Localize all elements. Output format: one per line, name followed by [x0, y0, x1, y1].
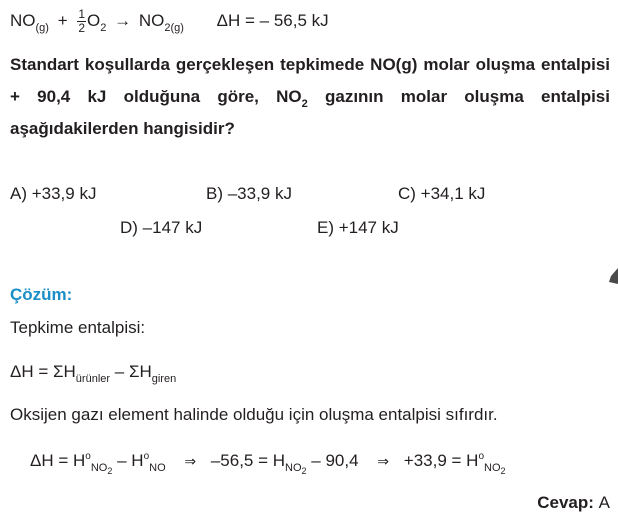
calc-sup1: o — [85, 451, 91, 462]
solution-line1: Tepkime entalpisi: — [10, 318, 146, 337]
calc-sub3-text: NO — [285, 462, 302, 474]
reactant-no: NO — [10, 10, 36, 30]
delta-h-value: ΔH = – 56,5 kJ — [216, 10, 329, 30]
product-no2-state: 2(g) — [164, 21, 184, 34]
calc-sub3 — [285, 462, 307, 474]
fraction-denominator: 2 — [78, 21, 86, 35]
option-c[interactable]: C) +34,1 kJ — [398, 184, 486, 203]
reactant-no-state: (g) — [35, 21, 49, 34]
calc-part3: –56,5 = H — [210, 451, 286, 470]
implies-arrow-1: ⇒ — [184, 453, 197, 469]
solution-line3: Oksijen gazı element halinde olduğu için oluşma entalpisi sıfırdır. — [10, 405, 498, 424]
calc-part5: +33,9 = H — [403, 451, 479, 470]
fraction-half — [77, 8, 86, 35]
pen-mark-icon — [608, 268, 618, 286]
answer-value: A — [598, 493, 610, 512]
calc-sub4-num: 2 — [500, 466, 506, 476]
option-a[interactable]: A) +33,9 kJ — [10, 184, 97, 203]
formula-part2: – ΣH — [110, 362, 152, 381]
calc-sub3-num: 2 — [301, 466, 307, 476]
option-d[interactable]: D) –147 kJ — [120, 218, 203, 237]
reaction-arrow: → — [114, 10, 132, 30]
calc-part2: – H — [117, 451, 144, 470]
reaction-equation — [10, 8, 329, 35]
question-text — [10, 49, 610, 145]
calc-sub4-text: NO — [484, 462, 501, 474]
question-part1: Standart koşullarda gerçekleşen tepkimede NO(g) molar oluşma entalpisi + 90,4 kJ olduğuna göre, NO — [10, 55, 610, 106]
plus-sign: + — [57, 10, 68, 30]
solution-heading: Çözüm: — [10, 285, 73, 304]
calc-sub2: NO — [149, 462, 166, 474]
calc-part4: – 90,4 — [306, 451, 359, 470]
question-part2: gazının molar oluşma entalpisi aşağıdakilerden hangisidir? — [10, 87, 610, 138]
reactant-o2: O — [87, 10, 101, 30]
option-b[interactable]: B) –33,9 kJ — [206, 184, 292, 203]
question-no2-sub: 2 — [301, 98, 308, 110]
formula-part1: ΔH = ΣH — [10, 362, 76, 381]
formula-sub-reactants: giren — [151, 373, 177, 385]
calc-sub1-text: NO — [90, 462, 108, 474]
calc-sub4 — [484, 462, 506, 474]
calc-sub1-num: 2 — [107, 466, 113, 476]
calc-part1: ΔH = H — [30, 451, 86, 470]
reactant-o2-sub: 2 — [100, 21, 107, 34]
option-e[interactable]: E) +147 kJ — [317, 218, 399, 237]
solution-calculation — [30, 451, 506, 476]
answer — [537, 493, 610, 513]
implies-arrow-2: ⇒ — [377, 453, 390, 469]
calc-sup2: o — [143, 451, 150, 462]
fraction-numerator: 1 — [78, 7, 86, 21]
calc-sup3: o — [478, 451, 484, 462]
calc-sub1 — [91, 462, 113, 474]
product-no2: NO — [138, 10, 165, 30]
answer-label: Cevap: — [537, 493, 594, 512]
formula-sub-products: ürünler — [75, 373, 111, 385]
solution-formula — [10, 362, 177, 385]
